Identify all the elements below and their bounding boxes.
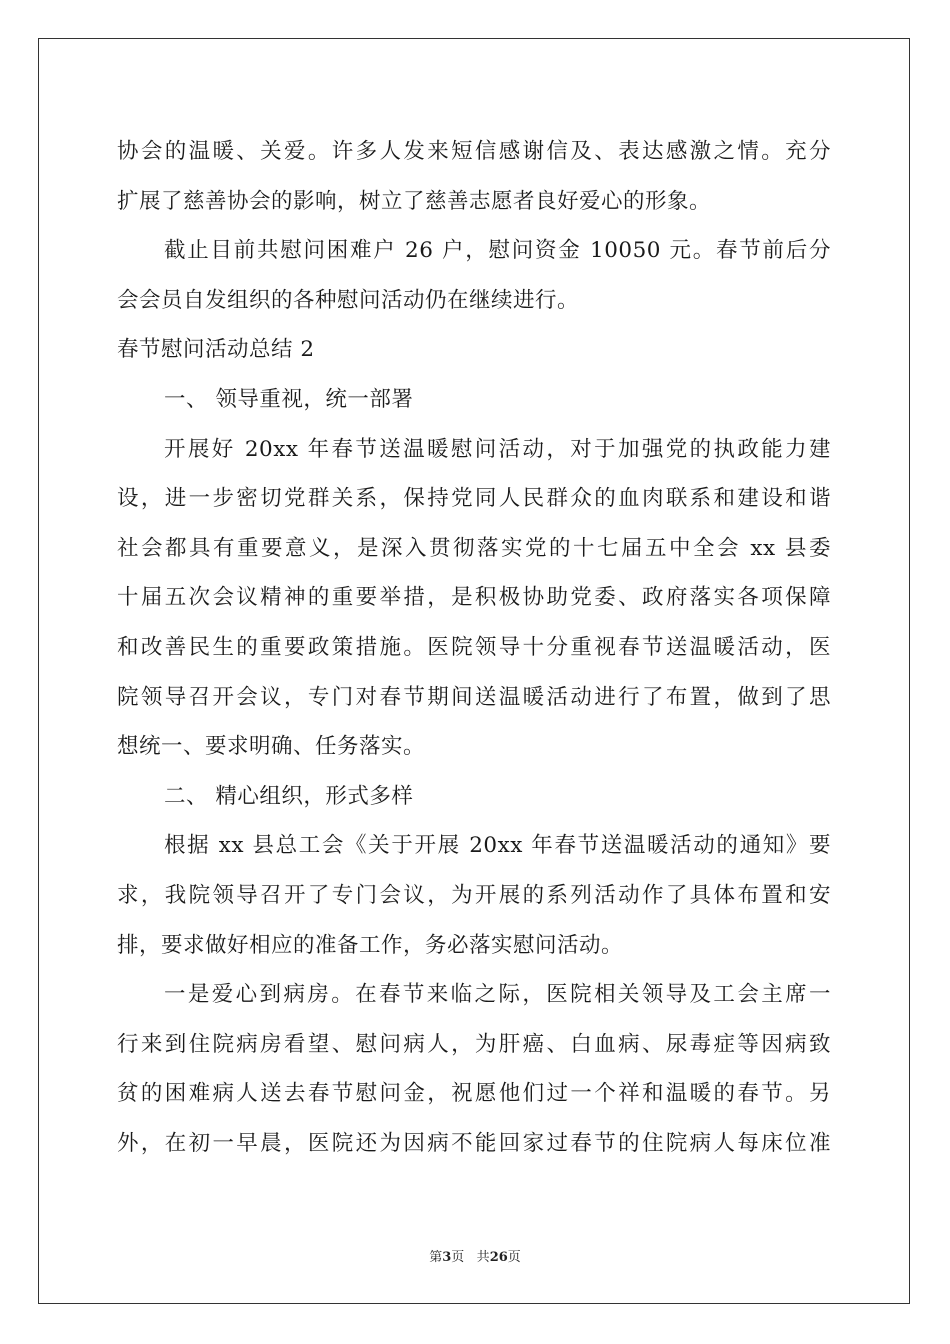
text-line: 想统一、要求明确、任务落实。 xyxy=(117,734,426,760)
text-line: 排，要求做好相应的准备工作，务必落实慰问活动。 xyxy=(117,932,624,958)
text-line: 行来到住院病房看望、慰问病人，为肝癌、白血病、尿毒症等因病致 xyxy=(117,1031,831,1057)
text-line: 和改善民生的重要政策措施。医院领导十分重视春节送温暖活动，医 xyxy=(117,634,831,660)
text-line: 扩展了慈善协会的影响，树立了慈善志愿者良好爱心的形象。 xyxy=(117,188,712,214)
text-line: 十届五次会议精神的重要举措，是积极协助党委、政府落实各项保障 xyxy=(117,585,831,611)
text-line: 设，进一步密切党群关系，保持党同人民群众的血肉联系和建设和谐 xyxy=(117,486,831,512)
footer-page-prefix: 第 xyxy=(429,1250,443,1265)
text-line: 协会的温暖、关爱。许多人发来短信感谢信及、表达感激之情。充分 xyxy=(117,139,831,164)
footer-total-suffix: 页 xyxy=(507,1250,521,1265)
text-line: 社会都具有重要意义，是深入贯彻落实党的十七届五中全会 xx 县委 xyxy=(117,535,831,561)
text-line: 截止目前共慰问困难户 26 户，慰问资金 10050 元。春节前后分 xyxy=(164,238,831,264)
footer-total-prefix: 共 xyxy=(476,1250,490,1265)
text-line: 求，我院领导召开了专门会议，为开展的系列活动作了具体布置和安 xyxy=(117,882,831,908)
text-line: 开展好 20xx 年春节送温暖慰问活动，对于加强党的执政能力建 xyxy=(164,436,831,462)
text-line: 外，在初一早晨，医院还为因病不能回家过春节的住院病人每床位准 xyxy=(117,1130,831,1156)
text-line: 春节慰问活动总结 2 xyxy=(117,337,315,363)
text-line: 根据 xx 县总工会《关于开展 20xx 年春节送温暖活动的通知》要 xyxy=(164,833,831,859)
footer-total-pages: 26 xyxy=(489,1250,508,1265)
text-line: 会会员自发组织的各种慰问活动仍在继续进行。 xyxy=(117,287,580,313)
text-line: 院领导召开会议，专门对春节期间送温暖活动进行了布置，做到了思 xyxy=(117,684,831,710)
page-footer xyxy=(0,1246,950,1265)
text-line: 一是爱心到病房。在春节来临之际，医院相关领导及工会主席一 xyxy=(164,982,831,1008)
text-line: 二、 精心组织，形式多样 xyxy=(164,783,414,809)
text-line: 贫的困难病人送去春节慰问金，祝愿他们过一个祥和温暖的春节。另 xyxy=(117,1081,831,1107)
text-line: 一、 领导重视，统一部署 xyxy=(164,386,414,412)
document-body xyxy=(117,127,831,1168)
footer-page-suffix: 页 xyxy=(451,1250,465,1265)
footer-page-number: 3 xyxy=(442,1250,452,1265)
